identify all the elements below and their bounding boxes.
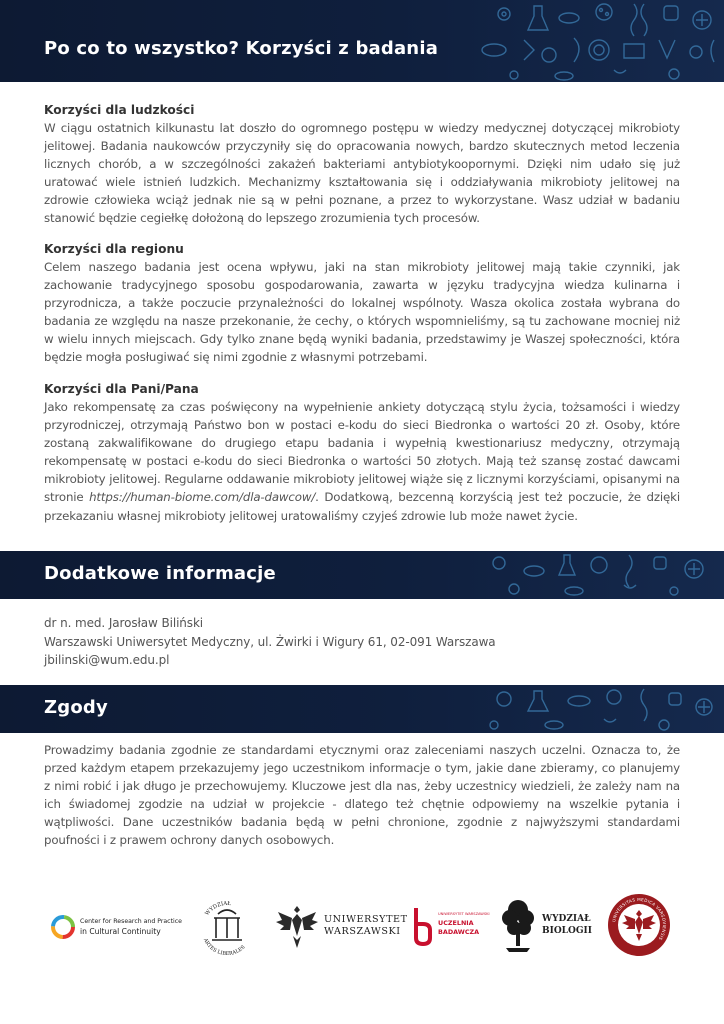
ub-text-1: UNIWERSYTET WARSZAWSKI [438, 912, 490, 916]
section-title-info: Dodatkowe informacje [44, 563, 276, 584]
header-band-consent [0, 685, 724, 733]
header-band-benefits [0, 0, 724, 82]
partner-logos [0, 888, 724, 968]
artes-liberales-emblem-icon [196, 890, 258, 962]
wum-seal-icon [606, 892, 672, 958]
donor-link[interactable]: https://human-biome.com/dla-dawcow/ [89, 490, 316, 505]
wum-logo [606, 892, 672, 958]
benefits-humanity [44, 101, 680, 228]
ub-text-2: UCZELNIA [438, 919, 474, 927]
benefits-person-text-a: Jako rekompensatę za czas poświęcony na wypełnienie ankiety dotyczącą stylu życia, tożsamości i wiedzy przyrodniczej, otrzymają Państwo bon w postaci e-kodu do sieci Biedronka o wartości 20 zł. Osoby, które zostaną zakwalifikowane do drugiego etapu badania i wypełnią kwestionariusz medyczny, otrzymają rekompensatę w postaci e-kodu do sieci Biedronka o wartości 50 złotych. Mają też szansę zostać dawcami mikrobioty jelitowej. Regularne oddawanie mikrobioty jelitowej wiąże się z licznymi korzyściami, opisanymi na stronie [44, 400, 680, 505]
consent-block [44, 741, 680, 850]
ub-text-3: BADAWCZA [438, 928, 480, 936]
header-band-info [0, 551, 724, 599]
benefits-humanity-text: W ciągu ostatnich kilkunastu lat doszło do ogromnego postępu w wiedzy medycznej dotyczącej mikrobioty jelitowej. Badania naukowców przyczyniły się do opracowania nowych, bardzo skutecznych metod leczenia licznych chorób, a w szczególności zakażeń bakteriami antybiotykoopornymi. Dzięki nim udało się już uratować wiele istnień ludzkich. Mechanizmy kształtowania się i oddziaływania mikrobioty jelitowej na zdrowie człowieka wciąż jednak nie są w pełni poznane, a przez to wykorzystane. Wasz udział w badaniu stanowić będzie cegiełkę dołożoną do lepszego zrozumienia tych procesów. [44, 121, 680, 226]
benefits-region-text: Celem naszego badania jest ocena wpływu, jaki na stan mikrobioty jelitowej mają takie czynniki, jak zachowanie tradycyjnego sposobu gospodarowania, zawarta w języku tradycyjna wiedza kulinarna i przyrodnicza, a także poczucie przynależności do lokalnej wspólnoty. Wasza okolica została wybrana do badania ze względu na nasze przekonanie, że cechy, o których wspomnieliśmy, są tu zachowane mocniej niż w wielu innych miejscach. Gdy tylko znane będą wyniki badania, przedstawimy je Waszej społeczności, która będzie mogła posługiwać się nimi zgodnie z własnymi potrzebami. [44, 260, 680, 365]
benefits-person [44, 380, 680, 525]
science-pattern-icon [474, 0, 724, 82]
uczelnia-badawcza-logo [412, 906, 496, 946]
section-title-consent: Zgody [44, 697, 108, 718]
artes-liberales-logo [196, 890, 258, 962]
science-pattern-icon [474, 551, 724, 599]
contact-email[interactable]: jbilinski@wum.edu.pl [44, 653, 170, 667]
uw-text-1: UNIWERSYTET [324, 914, 408, 925]
bio-text-2: BIOLOGII [542, 926, 592, 936]
tree-icon [500, 896, 536, 954]
section-title-benefits: Po co to wszystko? Korzyści z badania [44, 38, 439, 59]
wydzial-biologii-logo [500, 896, 592, 954]
ccc-logo [50, 910, 182, 946]
svg-text:WYDZIAŁ: WYDZIAŁ [204, 900, 232, 917]
contact-block [44, 614, 680, 670]
svg-text:UNIVERSITAS MEDICA VARSOVIENSI: UNIVERSITAS MEDICA VARSOVIENSIS [611, 896, 668, 942]
ccc-mark-icon [50, 914, 76, 940]
bio-text-1: WYDZIAŁ [542, 914, 591, 924]
uw-logo [274, 900, 408, 952]
benefits-person-text [44, 398, 680, 525]
uw-eagle-icon [274, 900, 320, 952]
contact-address: Warszawski Uniwersytet Medyczny, ul. Żwirki i Wigury 61, 02-091 Warszawa [44, 634, 496, 649]
contact-name: dr n. med. Jarosław Biliński [44, 616, 204, 630]
science-pattern-icon [474, 685, 724, 733]
benefits-humanity-heading: Korzyści dla ludzkości [44, 103, 195, 117]
benefits-region [44, 240, 680, 367]
ccc-text-1: Center for Research and Practice [80, 918, 182, 925]
ub-mark-icon [412, 906, 434, 946]
benefits-person-text-b: . Dodatkową, bezcenną korzyścią jest też poczucie, że dzięki przekazaniu własnej mikrobioty jelitowej uratowaliśmy czyjeś zdrowie lub może nawet życie. [44, 490, 680, 523]
svg-text:ARTES LIBERALES: ARTES LIBERALES [201, 937, 247, 958]
ccc-text-2: in Cultural Continuity [80, 927, 161, 936]
consent-text: Prowadzimy badania zgodnie ze standardami etycznymi oraz zaleceniami naszych uczelni. Oznacza to, że przed każdym etapem przekazujemy jego uczestnikom informacje o tym, jakie dane zbieramy, co planujemy z nimi robić i jak długo je przechowujemy. Kluczowe jest dla nas, żeby uczestnicy wiedzieli, że zależy nam na ich świadomej zgodzie na udział w projekcie - dlatego też chętnie odpowiemy na wszelkie pytania i wątpliwości. Dane uczestników badania będą w pełni chronione, zgodnie z najwyższymi standardami poufności i z prawem ochrony danych osobowych. [44, 743, 680, 848]
uw-text-2: WARSZAWSKI [324, 926, 401, 937]
benefits-person-heading: Korzyści dla Pani/Pana [44, 382, 199, 396]
benefits-region-heading: Korzyści dla regionu [44, 242, 184, 256]
